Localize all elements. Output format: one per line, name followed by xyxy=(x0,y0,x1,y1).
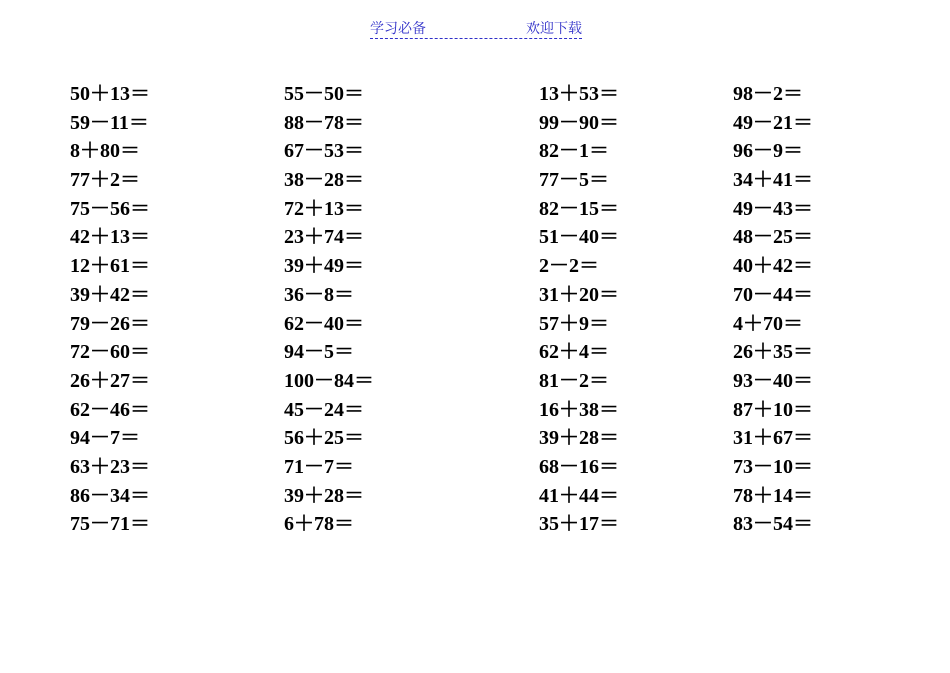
problem: 48－25＝ xyxy=(733,226,813,249)
problem: 62＋4＝ xyxy=(539,341,609,364)
problem: 31＋67＝ xyxy=(733,427,813,450)
problem: 40＋42＝ xyxy=(733,255,813,278)
problem: 56＋25＝ xyxy=(284,427,364,450)
problem-column-2 xyxy=(284,80,374,539)
problem: 81－2＝ xyxy=(539,369,609,392)
problem: 23＋74＝ xyxy=(284,226,364,249)
problem: 39＋28＝ xyxy=(539,427,619,450)
problem: 2－2＝ xyxy=(539,255,599,278)
problem: 38－28＝ xyxy=(284,169,364,192)
problem: 51－40＝ xyxy=(539,226,619,249)
problem: 68－16＝ xyxy=(539,455,619,478)
problem: 94－7＝ xyxy=(70,427,140,450)
problem: 41＋44＝ xyxy=(539,484,619,507)
problem: 86－34＝ xyxy=(70,484,150,507)
header-right-text: 欢迎下载 xyxy=(526,21,582,37)
problem: 49－43＝ xyxy=(733,197,813,220)
problem: 16＋38＝ xyxy=(539,398,619,421)
problem: 6＋78＝ xyxy=(284,513,354,536)
problem-column-3 xyxy=(539,80,619,539)
problem-column-1 xyxy=(70,80,150,539)
problem: 94－5＝ xyxy=(284,341,354,364)
problem: 63＋23＝ xyxy=(70,455,150,478)
problem: 82－15＝ xyxy=(539,197,619,220)
problem: 72－60＝ xyxy=(70,341,150,364)
problem: 57＋9＝ xyxy=(539,312,609,335)
problem-column-4 xyxy=(733,80,813,539)
problem: 39＋28＝ xyxy=(284,484,364,507)
problem: 93－40＝ xyxy=(733,369,813,392)
problem: 35＋17＝ xyxy=(539,513,619,536)
problem: 62－46＝ xyxy=(70,398,150,421)
problem: 82－1＝ xyxy=(539,140,609,163)
problem: 39＋49＝ xyxy=(284,255,364,278)
problem: 13＋53＝ xyxy=(539,83,619,105)
problem: 34＋41＝ xyxy=(733,169,813,192)
problem: 45－24＝ xyxy=(284,398,364,421)
header-left-text: 学习必备 xyxy=(370,21,426,37)
problem: 70－44＝ xyxy=(733,283,813,306)
problem: 75－56＝ xyxy=(70,197,150,220)
problem: 88－78＝ xyxy=(284,111,364,134)
problem: 83－54＝ xyxy=(733,513,813,536)
problem: 96－9＝ xyxy=(733,140,803,163)
problem: 42＋13＝ xyxy=(70,226,150,249)
problem: 49－21＝ xyxy=(733,111,813,134)
problem: 26＋27＝ xyxy=(70,369,150,392)
problem: 78＋14＝ xyxy=(733,484,813,507)
problem: 8＋80＝ xyxy=(70,140,140,163)
problem: 99－90＝ xyxy=(539,111,619,134)
problem: 77－5＝ xyxy=(539,169,609,192)
problem: 4＋70＝ xyxy=(733,312,803,335)
problem: 62－40＝ xyxy=(284,312,364,335)
problem: 50＋13＝ xyxy=(70,83,150,105)
page-header xyxy=(370,20,582,39)
problem: 79－26＝ xyxy=(70,312,150,335)
problem: 98－2＝ xyxy=(733,83,803,105)
problem: 67－53＝ xyxy=(284,140,364,163)
problem: 77＋2＝ xyxy=(70,169,140,192)
problem: 26＋35＝ xyxy=(733,341,813,364)
problem: 55－50＝ xyxy=(284,83,364,105)
problem: 12＋61＝ xyxy=(70,255,150,278)
problem: 31＋20＝ xyxy=(539,283,619,306)
problem: 100－84＝ xyxy=(284,369,374,392)
problem: 39＋42＝ xyxy=(70,283,150,306)
problem: 59－11＝ xyxy=(70,111,149,134)
problem: 87＋10＝ xyxy=(733,398,813,421)
problem: 36－8＝ xyxy=(284,283,354,306)
problem: 75－71＝ xyxy=(70,513,150,536)
problem: 71－7＝ xyxy=(284,455,354,478)
problem: 72＋13＝ xyxy=(284,197,364,220)
problem: 73－10＝ xyxy=(733,455,813,478)
